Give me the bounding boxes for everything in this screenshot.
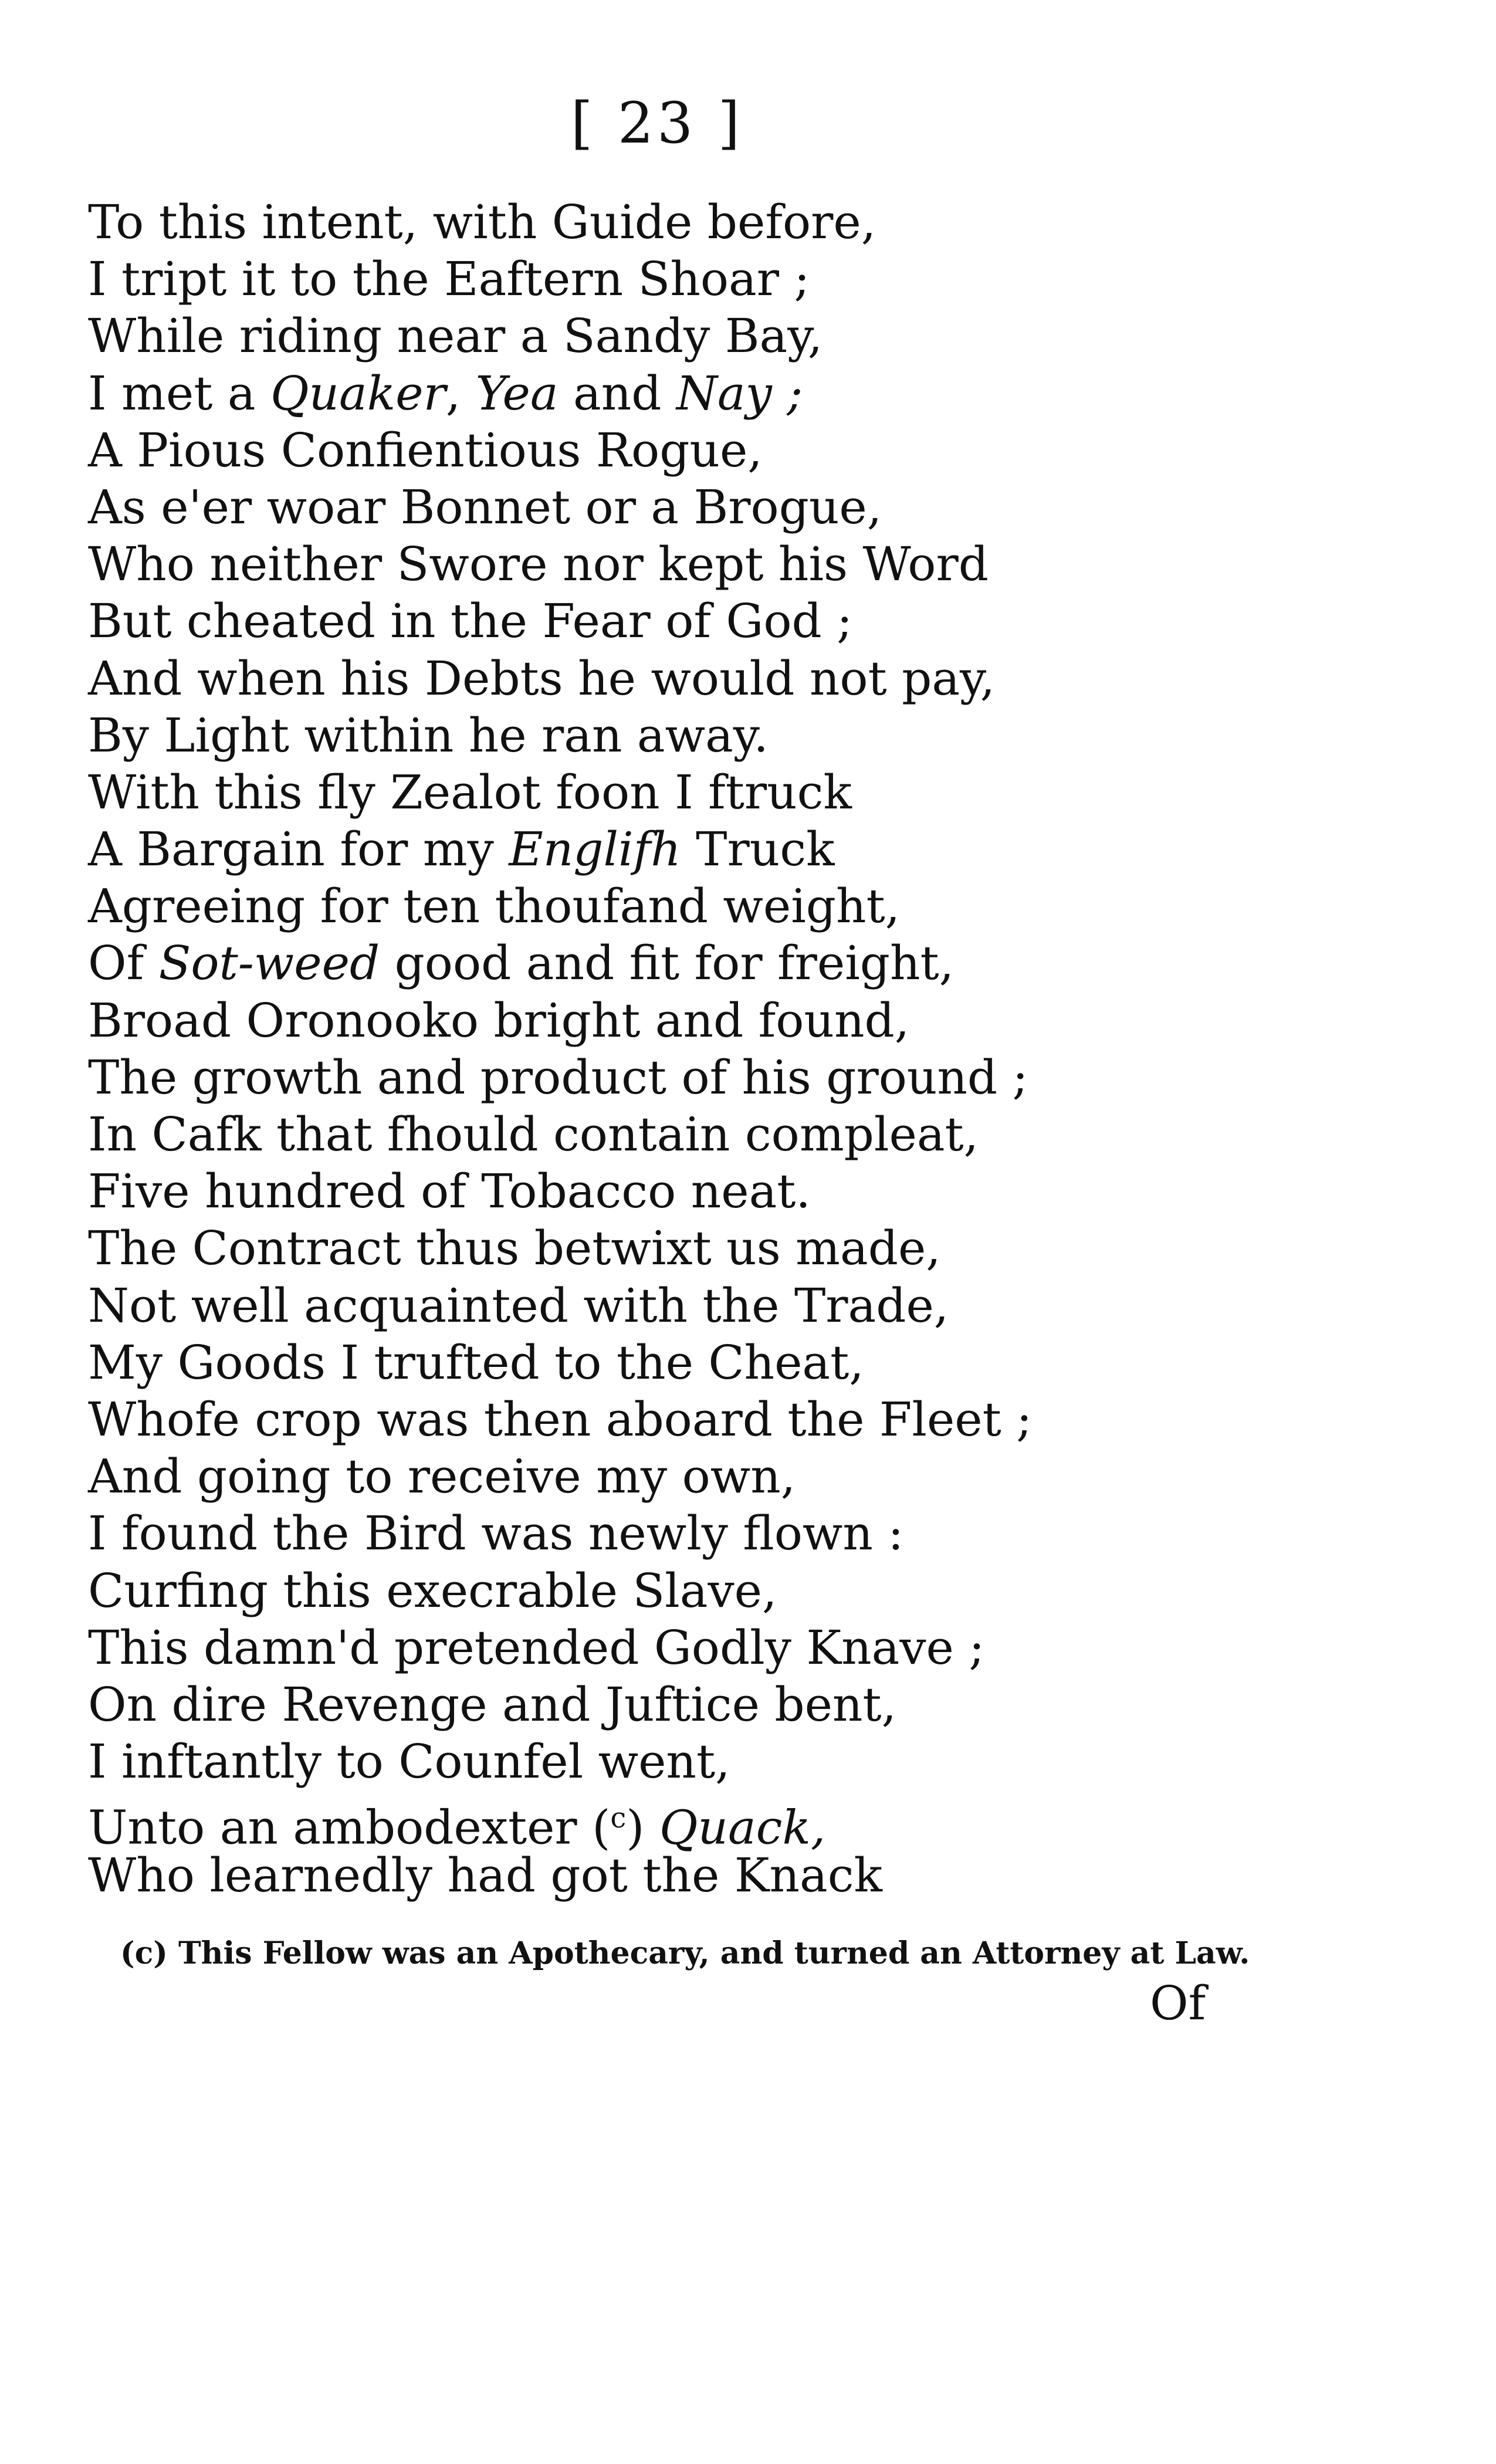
verse-line-6: As e'er woar Bonnet or a Brogue, (88, 479, 882, 534)
verse-line-29: Unto an ambodexter ($^c$) Quack, (88, 1800, 826, 1855)
verse-line-24: I found the Bird was newly flown : (88, 1506, 904, 1561)
page-number: [ 23 ] (570, 90, 744, 156)
verse-line-28: I inftantly to Counfel went, (88, 1734, 730, 1789)
verse-line-13: Agreeing for ten thoufand weight, (88, 879, 901, 934)
verse-line-4: I met a Quaker, Yea and Nay ; (88, 365, 803, 421)
footnote-text: This Fellow was an Apothecary, and turned an Attorney at Law. (167, 1935, 1250, 1971)
verse-line-12: A Bargain for my Englifh Truck (88, 822, 835, 877)
verse-line-5: A Pious Confientious Rogue, (88, 422, 763, 478)
verse-line-21: My Goods I trufted to the Cheat, (88, 1335, 864, 1390)
verse-line-14: Of Sot-weed good and fit for freight, (88, 936, 955, 991)
verse-line-9: And when his Debts he would not pay, (88, 651, 996, 706)
catchword: Of (1150, 1976, 1206, 2030)
verse-line-8: But cheated in the Fear of God ; (88, 594, 853, 649)
verse-line-20: Not well acquainted with the Trade, (88, 1278, 949, 1333)
verse-line-1: To this intent, with Guide before, (88, 195, 876, 249)
verse-body (88, 194, 1261, 1904)
verse-line-23: And going to receive my own, (88, 1449, 796, 1504)
verse-line-2: I tript it to the Eaftern Shoar ; (88, 252, 810, 307)
verse-line-16: The growth and product of his ground ; (88, 1050, 1028, 1105)
verse-line-19: The Contract thus betwixt us made, (88, 1221, 941, 1276)
verse-line-25: Curfing this execrable Slave, (88, 1563, 777, 1618)
footnote-marker: (c) (120, 1935, 168, 1971)
verse-line-17: In Cafk that fhould contain compleat, (88, 1107, 979, 1162)
verse-line-7: Who neither Swore nor kept his Word (88, 537, 989, 592)
verse-line-22: Whofe crop was then aboard the Fleet ; (88, 1392, 1033, 1447)
verse-line-15: Broad Oronooko bright and found, (88, 993, 910, 1048)
verse-line-11: With this fly Zealot foon I ftruck (88, 764, 852, 820)
verse-line-18: Five hundred of Tobacco neat. (88, 1164, 811, 1219)
verse-line-26: This damn'd pretended Godly Knave ; (88, 1620, 985, 1675)
verse-line-30: Who learnedly had got the Knack (88, 1848, 883, 1903)
verse-line-3: While riding near a Sandy Bay, (88, 309, 823, 364)
footnote (120, 1933, 1250, 1974)
verse-line-10: By Light within he ran away. (88, 708, 769, 763)
verse-line-27: On dire Revenge and Juftice bent, (88, 1677, 897, 1732)
